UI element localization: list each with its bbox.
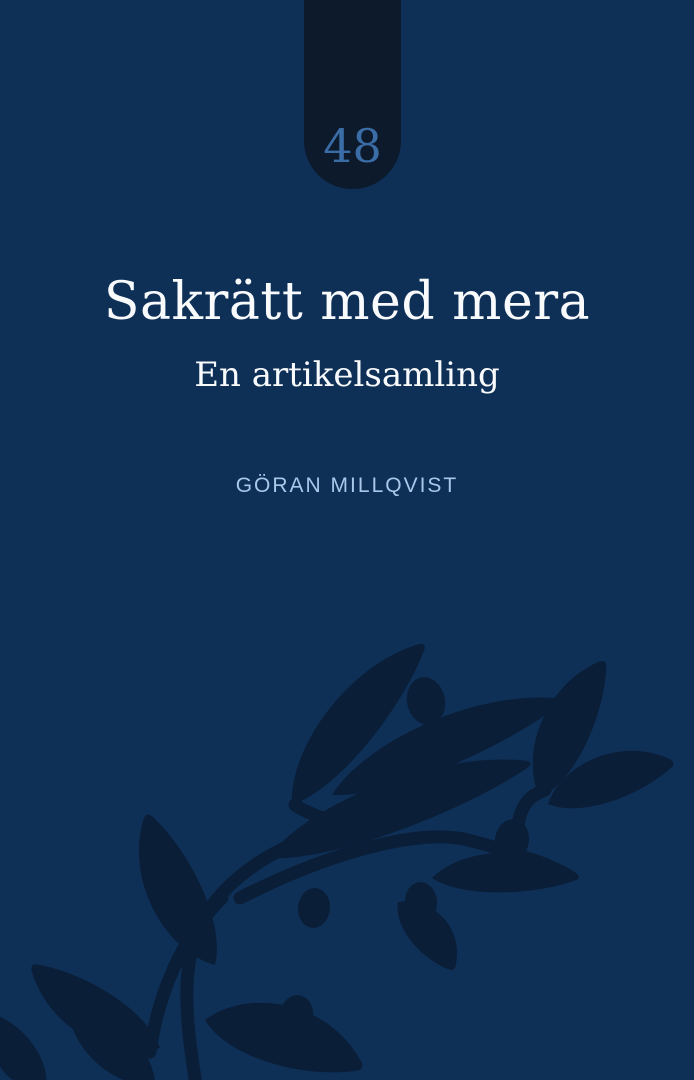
branch-leaves bbox=[0, 625, 679, 1080]
branch-stems bbox=[150, 790, 545, 1080]
branch-berries bbox=[77, 674, 532, 1058]
author-name: GÖRAN MILLQVIST bbox=[235, 474, 459, 497]
series-number: 48 bbox=[323, 119, 382, 173]
book-subtitle: En artikelsamling bbox=[194, 355, 500, 395]
book-title: Sakrätt med mera bbox=[103, 272, 591, 332]
series-number-badge bbox=[304, 0, 401, 189]
